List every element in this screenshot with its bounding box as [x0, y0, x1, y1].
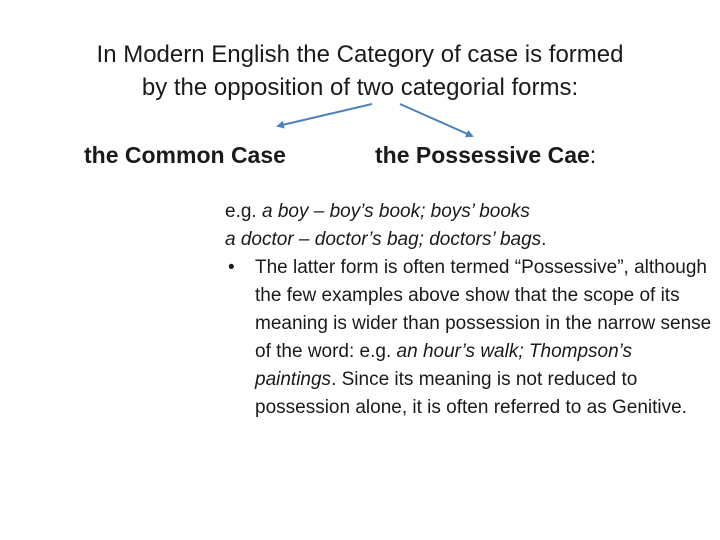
title-line-1: In Modern English the Category of case is formed: [96, 41, 624, 68]
arrow-to-possessive-case: [400, 104, 472, 136]
example-prefix: e.g.: [225, 201, 262, 222]
arrow-to-common-case: [278, 104, 372, 126]
bullet-text-part-1: The latter form is often termed “Possessive”, although the few examples above show that the scope of its meaning is wider than possession in the narrow sense of the word: e.g.: [255, 257, 712, 362]
possessive-case-text: the Possessive Cae: [375, 142, 590, 168]
common-case-label: the Common Case: [84, 142, 286, 168]
example-boy: a boy – boy’s book; boys’ books: [261, 201, 530, 222]
example-line-1: [225, 198, 715, 226]
example-doctor: a doctor – doctor’s bag; doctors’ bags: [225, 229, 542, 250]
examples-block: [225, 198, 715, 422]
bullet-text: [255, 254, 715, 422]
title-line-2: by the opposition of two categorial forms:: [141, 74, 579, 101]
example-line-2: [225, 226, 715, 254]
possessive-case-colon: :: [589, 142, 597, 168]
bullet-marker: •: [228, 257, 235, 278]
bullet-item: [225, 254, 715, 422]
bullet-text-part-2: . Since its meaning is not reduced to possession alone, it is often referred to as Genitive.: [255, 369, 687, 418]
possessive-case-label: [375, 140, 596, 170]
bullet-text-italic-examples: an hour’s walk; Thompson’s paintings: [255, 341, 633, 390]
example-line-2-period: .: [541, 229, 547, 250]
